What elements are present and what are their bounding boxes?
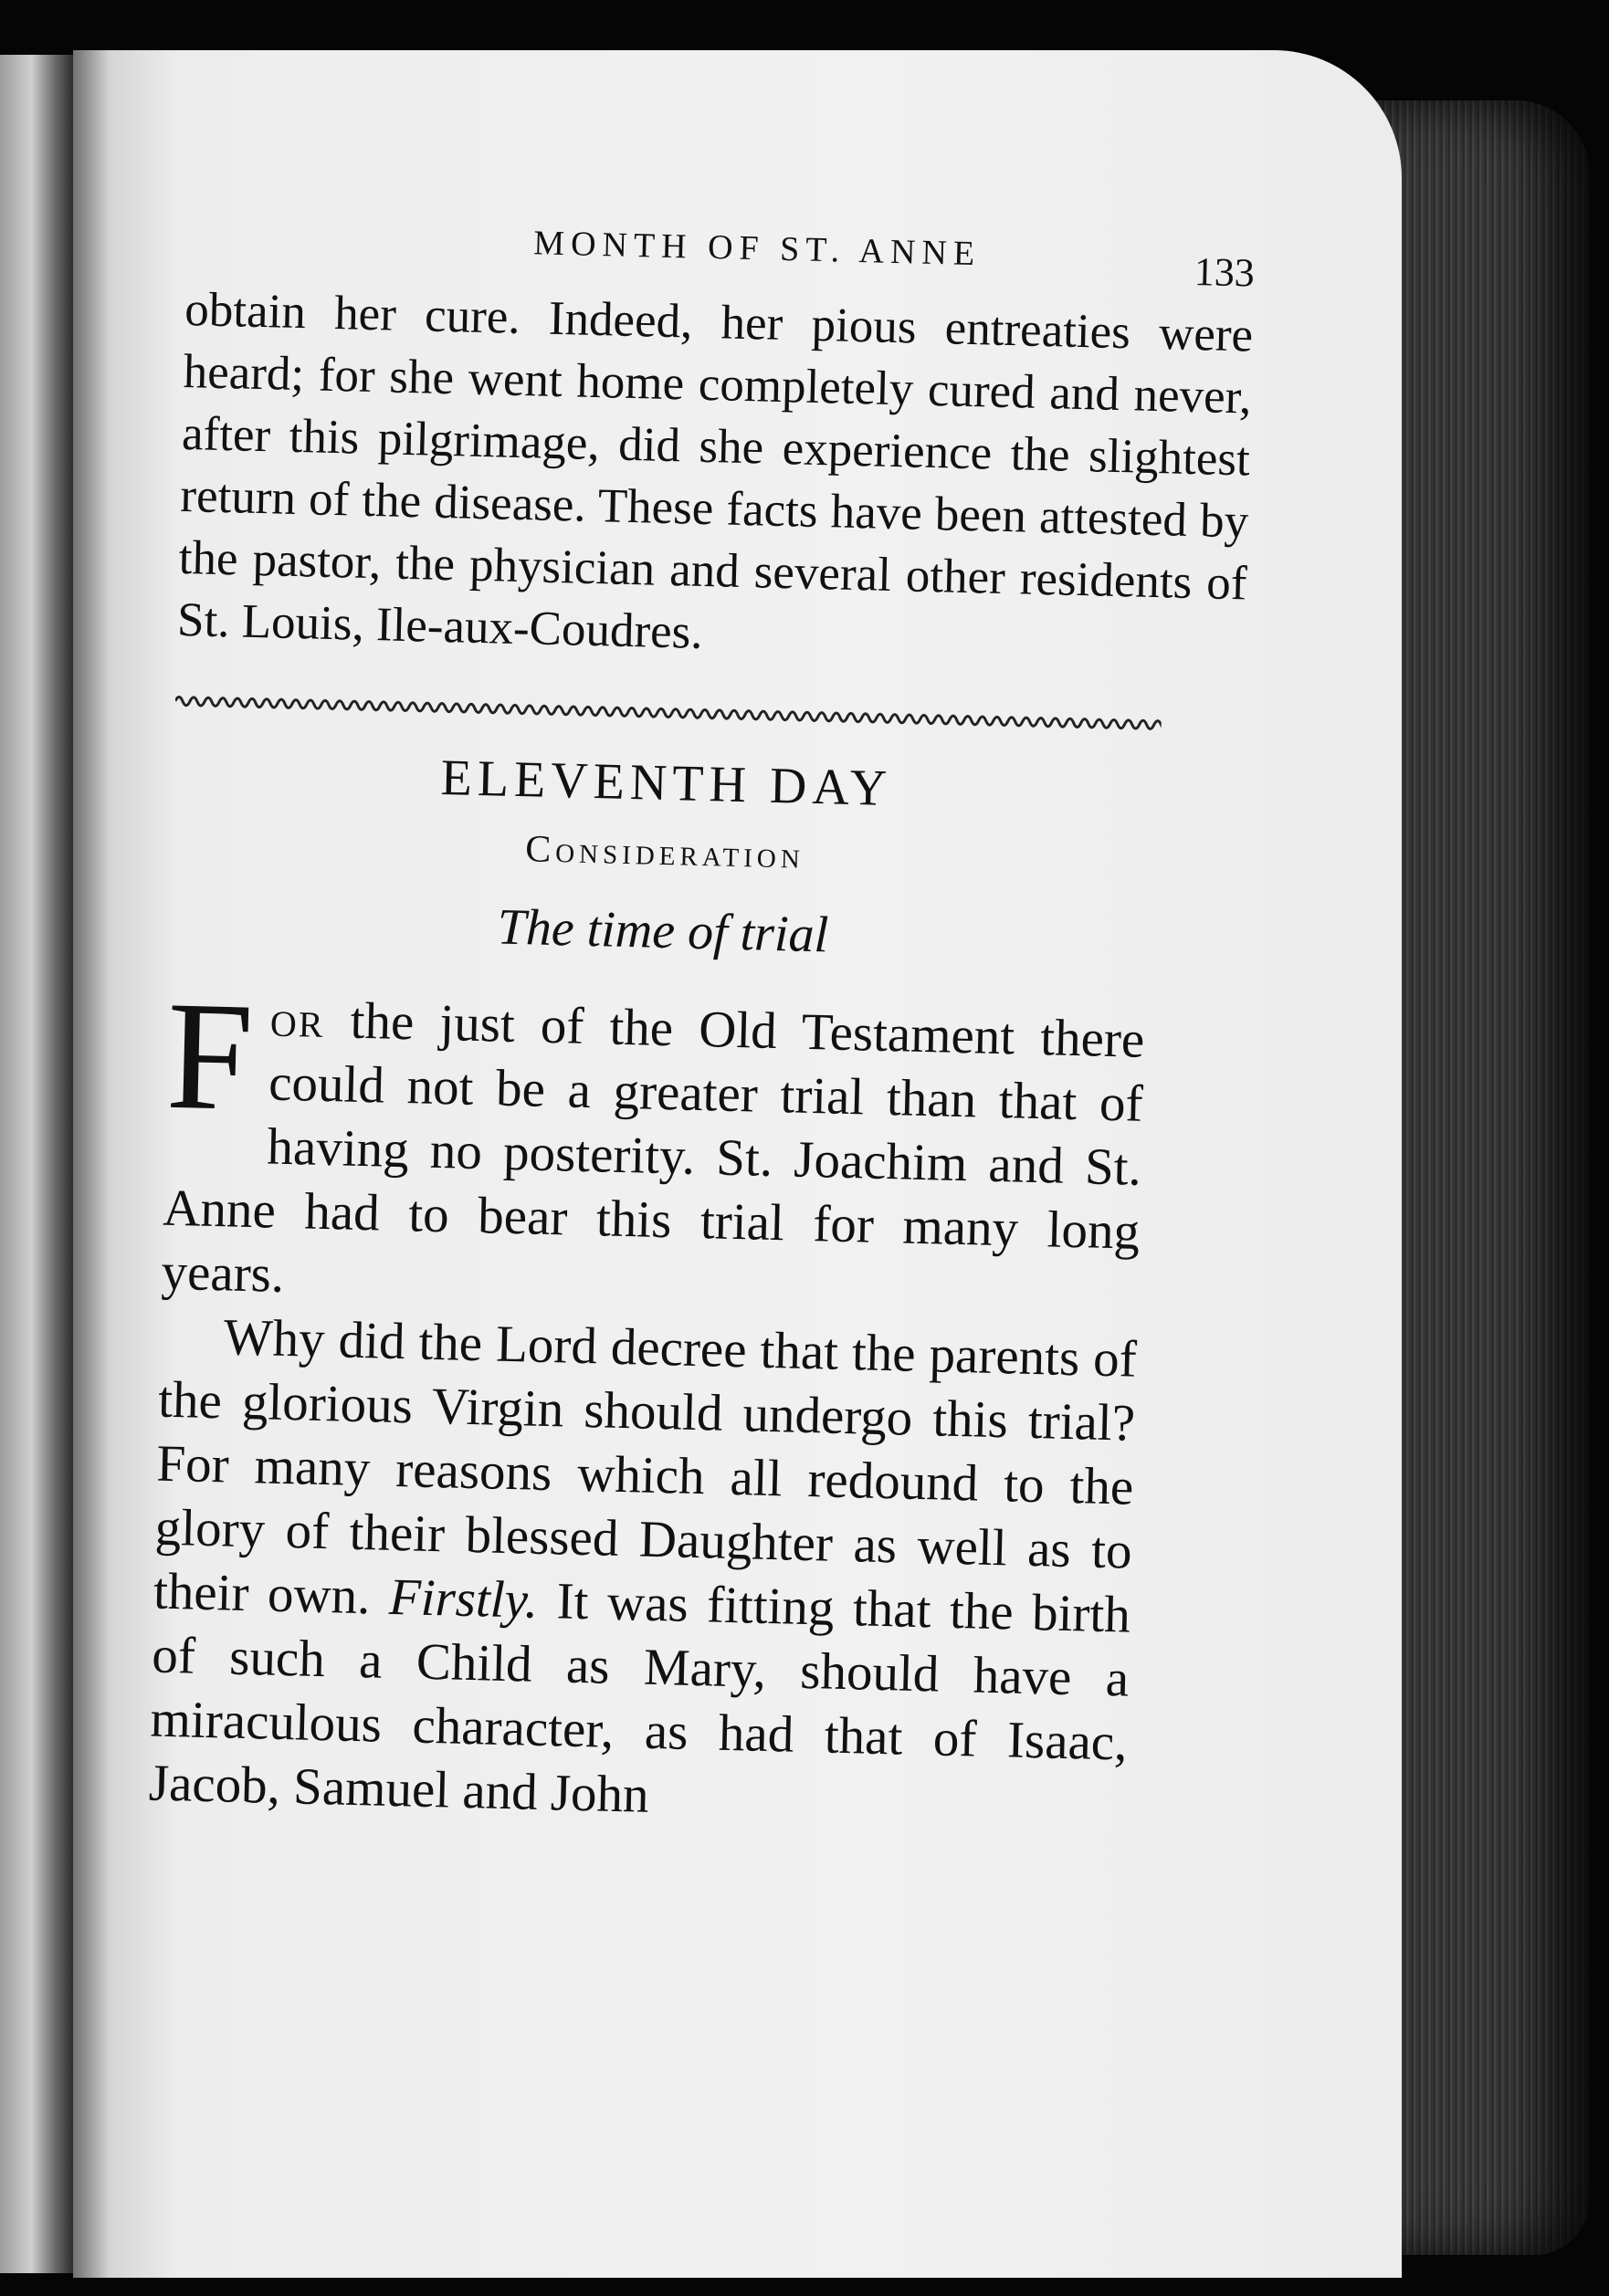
running-title: MONTH OF ST. ANNE — [532, 224, 982, 274]
body-paragraph-2-text-after: It was fitting that the birth of such a Child as Mary, should have a miraculous character, as had that of Isaac, Jacob, Samuel and John — [148, 1571, 1131, 1824]
body-paragraph-1-text: the just of the Old Testament there could not be a greater trial than that of having no posterity. St. Joachim and St. Anne had to bear this trial for many long years. — [160, 991, 1145, 1304]
left-page-edge — [0, 55, 79, 2273]
day-title: ELEVENTH DAY — [439, 749, 893, 818]
book-page — [73, 50, 1402, 2278]
carryover-paragraph: obtain her cure. Indeed, her pious entreaties were heard; for she went home completely cured and never, after this pilgrimage, did she experience the slightest return of the disease. These facts have been attested by the pastor, the physician and several other residents of St. Louis, Ile-aux-Coudres. — [176, 282, 1254, 659]
body-paragraph-2 — [148, 1305, 1137, 1840]
section-heading: Consideration — [524, 828, 805, 877]
wavy-divider-rule — [175, 687, 1162, 739]
page-text-block — [148, 215, 1256, 1841]
body-paragraph-1 — [160, 969, 1145, 1328]
emphasis-firstly: Firstly. — [388, 1567, 539, 1630]
drop-cap: F — [164, 969, 256, 1144]
gutter-shadow — [73, 50, 110, 2278]
section-subtitle: The time of trial — [497, 898, 829, 964]
body-paragraph-2-text-before: Why did the Lord decree that the parents of the glorious Virgin should undergo this trial? For many reasons which all redound to the glory of their blessed Daughter as well as to their own. — [152, 1308, 1138, 1626]
page-number: 133 — [1194, 248, 1256, 296]
lead-in-words: or — [269, 990, 326, 1049]
